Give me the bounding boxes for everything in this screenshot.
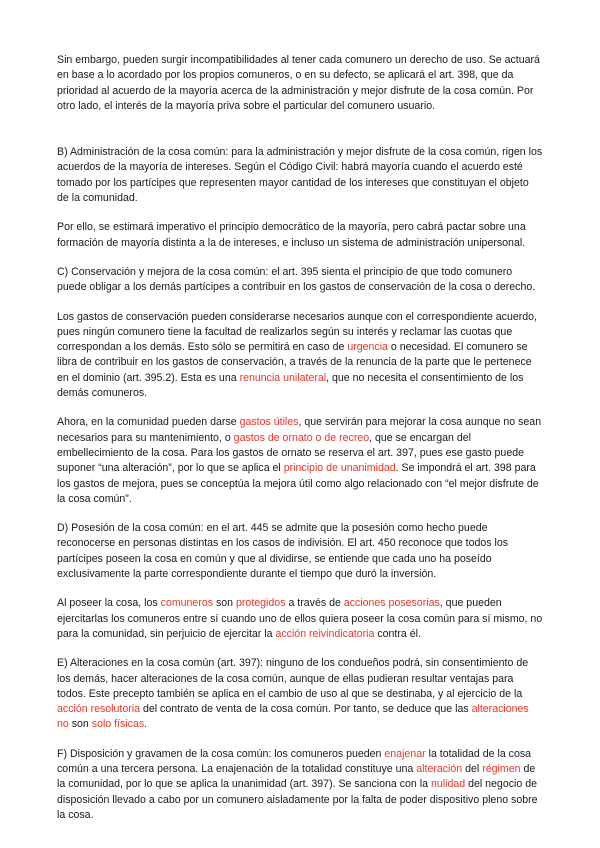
highlighted-term: acción resolutoria (57, 703, 141, 716)
paragraph (57, 747, 543, 823)
highlighted-term: alteraciones no (57, 703, 529, 731)
highlighted-term: alteración (416, 762, 463, 775)
paragraph (57, 265, 543, 296)
text-run: , que no necesita el consentimiento de los demás comuneros. (57, 371, 524, 400)
text-run: Ahora, en la comunidad pueden darse (57, 416, 240, 429)
paragraph (57, 596, 543, 642)
text-run: E) Alteraciones en la cosa común (art. 397): ninguno de los condueños podrá, sin consentimiento de los demás, hacer alteraciones de la cosa común, aunque de ellas pudieran resultar ventajas para todos. Este precepto también se aplica en el cambio de uso al que se destinaba, y al ejercicio de la (57, 657, 529, 700)
text-run: D) Posesión de la cosa común: en el art. 445 se admite que la posesión como hecho puede reconocerse en personas distintas en los casos de indivisión. El art. 450 reconoce que todos los partícipes poseen la cosa en común y que al dividirse, se entiende que cada uno ha poseído exclusivamente la parte correspondiente durante el tiempo que duró la inversión. (57, 522, 509, 581)
text-run: del negocio de disposición llevado a cabo por un comunero aisladamente por la falta de poder dispositivo pleno sobre la cosa. (57, 778, 538, 821)
text-run: C) Conservación y mejora de la cosa común: el art. 395 sienta el principio de que todo comunero puede obligar a los demás partícipes a contribuir en los gastos de conservación de la cosa o derecho. (57, 265, 536, 294)
text-run: Al poseer la cosa, los (57, 597, 161, 610)
text-run: , que se encargan del embellecimiento de la cosa. Para los gastos de ornato se reserva el art. 397, pues ese gasto puede suponer “una alteración”, por lo que se aplica el (57, 431, 524, 475)
highlighted-term: principio de unanimidad (283, 462, 396, 475)
text-run: la totalidad de la cosa común a una tercera persona. La enajenación de la totalidad constituye una (57, 747, 532, 775)
text-run: , que pueden ejercitarlas los comuneros entre sí cuando uno de ellos quiera poseer la cosa común para sí mismo, no para la comunidad, sin perjuicio de ejercitar la (57, 597, 543, 640)
highlighted-term: urgencia (347, 341, 388, 354)
paragraph (57, 53, 543, 114)
text-run: . Se impondrá el art. 398 para los gastos de mejora, pues se conceptúa la mejora útil como algo relacionado con “el mejor disfrute de la cosa común”. (57, 462, 539, 505)
highlighted-term: gastos útiles (239, 416, 299, 429)
text-run: B) Administración de la cosa común: para la administración y mejor disfrute de la cosa común, rigen los acuerdos de la mayoría de intereses. Según el Código Civil: habrá mayoría cuando el acuerdo esté tomado por los partícipes que representen mayor cantidad de los intereses que constituyan el objeto de la comunidad. (57, 146, 543, 205)
text-run: , que servirán para mejorar la cosa aunque no sean necesarios para su mantenimiento, o (57, 416, 542, 444)
highlighted-term: nulidad (430, 778, 466, 791)
paragraph (57, 656, 543, 732)
highlighted-term: renuncia unilateral (239, 371, 327, 384)
text-run: son (68, 718, 92, 731)
paragraph (57, 521, 543, 582)
text-run: a través de (285, 597, 344, 610)
highlighted-term: solo físicas (91, 718, 145, 731)
paragraph (57, 220, 543, 251)
paragraph (57, 415, 543, 507)
text-run: del (462, 762, 483, 775)
text-run: son (213, 597, 237, 610)
text-run: del contrato de venta de la cosa común. Por tanto, se deduce que las (140, 703, 472, 716)
text-run: Sin embargo, pueden surgir incompatibilidades al tener cada comunero un derecho de uso. Se actuará en base a lo acordado por los propios comuneros, o en su defecto, se aplicará el art. 398, que da prioridad al acuerdo de la mayoría acerca de la administración y mejor disfrute de la cosa común. Por otro lado, el interés de la mayoría priva sobre el particular del comunero usuario. (57, 54, 540, 112)
paragraph (57, 310, 543, 402)
text-run: o necesidad. El comunero se libra de contribuir en los gastos de conservación, a través de la renuncia de la parte que le pertenece en el dominio (art. 395.2). Esta es una (57, 341, 532, 384)
text-run: contra él. (374, 627, 421, 640)
text-run: . (144, 718, 148, 731)
text-run: F) Disposición y gravamen de la cosa común: los comuneros pueden (57, 747, 385, 760)
highlighted-term: gastos de ornato o de recreo (233, 431, 370, 444)
highlighted-term: acción reivindicatoria (275, 627, 375, 640)
highlighted-term: acciones posesorias (343, 597, 440, 610)
text-run: Por ello, se estimará imperativo el principio democrático de la mayoría, pero cabrá pactar sobre una formación de mayoría distinta a la de intereses, e incluso un sistema de administración unipersonal. (57, 221, 526, 249)
paragraph (57, 145, 543, 206)
text-run: de la comunidad, por lo que se aplica la unanimidad (art. 397). Se sanciona con la (57, 762, 536, 791)
highlighted-term: enajenar (384, 747, 426, 760)
highlighted-term: comuneros (160, 597, 214, 610)
highlighted-term: régimen (482, 762, 521, 775)
highlighted-term: protegidos (236, 597, 286, 610)
text-run: Los gastos de conservación pueden considerarse necesarios aunque con el correspondiente acuerdo, pues ningún comunero tiene la facultad de realizarlos según su interés y reclamar las cuotas que correspondan a los demás. Esto sólo se permitirá en caso de (57, 310, 537, 354)
document-body (57, 53, 543, 837)
